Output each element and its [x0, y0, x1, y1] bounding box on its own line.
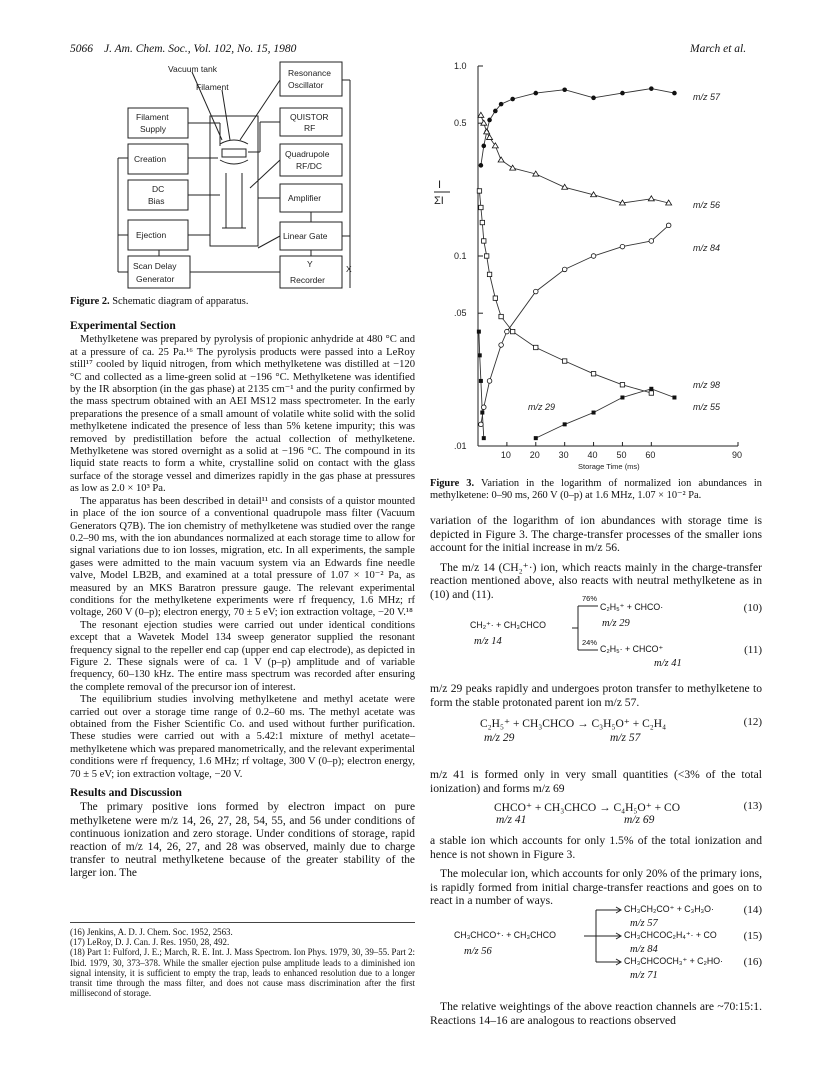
svg-text:Amplifier: Amplifier — [288, 193, 322, 203]
data-point — [499, 314, 503, 318]
references — [70, 922, 415, 998]
data-point — [493, 109, 498, 114]
svg-text:Linear Gate: Linear Gate — [283, 231, 328, 241]
svg-text:Scan Delay: Scan Delay — [133, 261, 177, 271]
figure3-caption: Figure 3. Variation in the logarithm of normalized ion abundances in methylketene: 0–90 ms, 260 V (0–p) at 1.6 MHz, 1.07 × 10⁻² Pa. — [430, 478, 763, 502]
data-point — [534, 345, 538, 349]
x-tick-label: 90 — [732, 450, 743, 460]
data-point — [534, 436, 538, 440]
curve-label: m/z 98 — [693, 380, 721, 390]
vacuum-tank-label: Vacuum tank — [168, 64, 217, 74]
right-text-2 — [430, 682, 762, 715]
data-point — [591, 96, 596, 101]
right-para-4: m/z 41 is formed only in very small quantities (<3% of the total ionization) and forms m/z 69 — [430, 768, 762, 795]
curve-label: m/z 84 — [693, 243, 721, 253]
reaction-13: CHCO⁺ + CH₃CHCO → C₄H₅O⁺ + CO m/z 41 m/z 69 (13) — [494, 800, 762, 826]
journal-citation: J. Am. Chem. Soc., Vol. 102, No. 15, 1980 — [104, 43, 297, 55]
data-point — [479, 422, 484, 427]
data-point — [649, 239, 654, 244]
y-tick-label: 1.0 — [454, 61, 467, 71]
data-point — [480, 220, 484, 224]
data-point — [648, 196, 654, 201]
right-text-3 — [430, 768, 762, 801]
series-curve — [536, 389, 675, 438]
svg-text:Bias: Bias — [148, 196, 165, 206]
data-point — [620, 91, 625, 96]
data-point — [620, 244, 625, 249]
data-point — [478, 353, 482, 357]
data-point — [481, 144, 486, 149]
svg-text:Quadrupole: Quadrupole — [285, 149, 330, 159]
y-tick-label: 0.5 — [454, 118, 467, 129]
right-para-1: variation of the logarithm of ion abundances with storage time is depicted in Figure 3. The charge-transfer processes of the smaller ions account for the initial increase in m/z 56. — [430, 514, 762, 555]
data-point — [649, 387, 653, 391]
data-point — [591, 372, 595, 376]
data-point — [620, 383, 624, 387]
data-point — [510, 165, 516, 170]
reference-16: (16) Jenkins, A. D. J. Chem. Soc. 1952, 2563. — [70, 927, 233, 937]
y-axis-label-num: I — [438, 179, 442, 191]
svg-text:DC: DC — [152, 184, 165, 194]
y-tick-label: .05 — [454, 308, 467, 319]
y-tick-label: .01 — [454, 441, 467, 451]
data-point — [479, 163, 484, 168]
right-para-6: The molecular ion, which accounts for only 20% of the primary ions, is rapidly formed from initial charge-transfer reactions and goes on to react in a number of ways. — [430, 867, 762, 908]
data-point — [481, 120, 487, 125]
reaction-12: C₂H₅⁺ + CH₃CHCO → C₃H₅O⁺ + C₂H₄ m/z 29 m/z 57 (12) — [480, 716, 762, 744]
data-point — [487, 118, 492, 123]
data-point — [477, 330, 481, 334]
right-para-5: a stable ion which accounts for only 1.5% of the total ionization and hence is not shown in Figure 3. — [430, 834, 762, 861]
svg-text:Generator: Generator — [136, 274, 175, 284]
reference-17: (17) LeRoy, D. J. Can. J. Res. 1950, 28, 492. — [70, 937, 230, 948]
data-point — [505, 329, 510, 334]
data-point — [649, 391, 653, 395]
data-point — [487, 272, 491, 276]
series-curve — [481, 225, 669, 424]
right-para-2: The m/z 14 (CH₂⁺·) ion, which reacts mainly in the charge-transfer reaction mentioned above, also reacts with neutral methylketene as in (10) and (11). — [430, 560, 762, 601]
figure2-diagram — [110, 58, 360, 293]
data-point — [562, 267, 567, 272]
data-point — [477, 189, 481, 193]
data-point — [482, 239, 486, 243]
data-point — [480, 411, 484, 415]
svg-text:Resonance: Resonance — [288, 68, 332, 78]
curve-label: m/z 55 — [693, 402, 721, 412]
x-tick-label: 10 — [500, 450, 511, 460]
data-point — [482, 436, 486, 440]
data-point — [620, 395, 624, 399]
data-point — [481, 405, 486, 410]
x-tick-label: 40 — [587, 450, 598, 460]
x-axis-label: Storage Time (ms) — [578, 462, 640, 471]
data-point — [479, 379, 483, 383]
reference-18: (18) Part 1: Fulford, J. E.; March, R. E. Int. J. Mass Spectrom. Ion Phys. 1979, 30, 39–55. Part 2: Ibid. 1979, 30, 373–378. While the smaller ejection pulse amplitude leads to a diminished ion signal intensity, it is sufficient to empty the trap, leads to enhanced resolution due to a longer transit time through the mass filter, and does not cause mass discrimination after the first millisecond of storage. — [70, 947, 415, 999]
series-curve — [481, 115, 669, 203]
svg-text:QUISTOR: QUISTOR — [290, 112, 329, 122]
right-para-7: The relative weightings of the above reaction channels are ~70:15:1. Reactions 14–16 are analogous to reactions observed — [430, 1000, 762, 1027]
data-point — [487, 135, 493, 140]
curve-label: m/z 56 — [693, 200, 721, 210]
svg-text:RF: RF — [304, 123, 316, 133]
data-point — [666, 223, 671, 228]
data-point — [478, 112, 484, 117]
data-point — [563, 422, 567, 426]
x-tick-label: 20 — [529, 450, 540, 460]
data-point — [479, 205, 483, 209]
data-point — [510, 329, 514, 333]
data-point — [672, 395, 676, 399]
data-point — [649, 86, 654, 91]
filament-top-label: Filament — [196, 82, 229, 92]
authors: March et al. — [690, 43, 747, 55]
data-point — [510, 97, 515, 102]
data-point — [533, 91, 538, 96]
vacuum-tank — [210, 116, 258, 246]
page-number: 5066 — [70, 43, 93, 55]
right-text-5 — [430, 1000, 762, 1033]
left-column — [70, 314, 415, 881]
right-para-3: m/z 29 peaks rapidly and undergoes proton transfer to methylketene to form the stable protonated parent ion m/z 57. — [430, 682, 762, 709]
data-point — [562, 87, 567, 92]
data-point — [591, 254, 596, 259]
x-tick-label: 50 — [616, 450, 627, 460]
data-point — [562, 359, 566, 363]
experimental-para-2: The apparatus has been described in detail¹¹ and consists of a quistor mounted in place of the ion source of a conventional quadrupole mass filter (Vacuum Generators Q7B). The ion chemistry of methylketene was studied over the range 0.2–90 ms, with the ion abundances normalized at each storage time to allow for signal variations due to ion losses, migration, etc. In all experiments, the sample gases were admitted to the main vacuum system via an Edwards fine needle valve, Model LB2B, and examined at a total pressure of 1.07 × 10⁻² Pa, as measured by an MKS Baratron pressure gauge. The relevant experimental conditions for the methylketene experiments were rf frequency, 1.6 MHz; rf voltage, 260 V (0–p); electron energy, 70 ± 5 eV; ion extraction voltage, −20 V.¹⁸ — [70, 495, 415, 619]
data-point — [672, 91, 677, 96]
reaction-14-16: CH₃CHCO⁺· + CH₃CHCO m/z 56 CH₃CH₂CO⁺ + C₃H₃O· m/z 57 (14) CH₃CHCOC₂H₄⁺· + CO m/z 84 (15) CH₃CHCOCH₃⁺ + C₂HO· m/z 71 (16) — [454, 904, 762, 981]
data-point — [498, 157, 504, 162]
y-tick-label: 0.1 — [454, 251, 467, 261]
series-curve — [481, 89, 675, 166]
data-point — [499, 343, 504, 348]
svg-text:Recorder: Recorder — [290, 275, 325, 285]
svg-text:Ejection: Ejection — [136, 230, 167, 240]
svg-text:Y: Y — [307, 259, 313, 269]
experimental-heading: Experimental Section — [70, 320, 176, 332]
x-tick-label: 60 — [645, 450, 656, 460]
data-point — [484, 254, 488, 258]
data-point — [493, 296, 497, 300]
svg-text:X: X — [346, 264, 352, 274]
figure2-caption: Figure 2. Schematic diagram of apparatus. — [70, 296, 249, 307]
x-tick-label: 30 — [558, 450, 569, 460]
svg-text:Oscillator: Oscillator — [288, 80, 324, 90]
svg-text:Supply: Supply — [140, 124, 166, 134]
svg-text:Filament: Filament — [136, 112, 169, 122]
svg-text:Creation: Creation — [134, 154, 167, 164]
experimental-para-4: The equilibrium studies involving methylketene and methyl acetate were carried out over a storage time range of 0.2–60 ms. The methyl acetate was obtained from the Fisher Scientific Co. and used without further purification. These studies were carried out with a 5.42:1 mixture of methyl acetate–methylketene which was prepared manometrically, and the relevant experimental conditions were rf frequency, 1.6 MHz; rf voltage, 300 V (0–p); electron energy, 70 ± 5 eV; ion extraction voltage, −20 V. — [70, 694, 415, 780]
curve-label: m/z 29 — [528, 402, 556, 412]
figure3-chart — [428, 58, 758, 473]
results-heading: Results and Discussion — [70, 787, 182, 800]
data-point — [499, 102, 504, 107]
reaction-10-11: CH₂⁺· + CH₃CHCO m/z 14 76% C₂H₅⁺ + CHCO· m/z 29 (10) 24% C₂H₅· + CHCO⁺ m/z 41 (11) — [470, 594, 762, 669]
experimental-para-1: Methylketene was prepared by pyrolysis of propionic anhydride at 480 °C and at a pressure of ca. 25 Pa.¹⁶ The pyrolysis products were passed into a LeRoy still¹⁷ cooled by liquid nitrogen, from which methylketene was distilled at −120 °C and collected as a lime-green solid at −196 °C. Methylketene was identified by the IR absorption (in the gas phase) at 2135 cm⁻¹ and the purity confirmed by the mass spectrum obtained with an AEI MS12 mass spectrometer. In the early preparations the presence of a small amount of volatile white solid with the solid methylketene indicated the presence of less than 5% ketene impurity; this was removed by predistillation before the actual collection of methylketene. Methylketene was stored overnight as a solid at −196 °C. The compound in its liquid state reacts to form a white, crystalline solid on contact with the glass surface of the storage vessel and dimerizes rapidly in the gas phase at pressures as low as 2.0 × 10³ Pa. — [70, 334, 415, 495]
results-para: The primary positive ions formed by electron impact on pure methylketene were m/z 14, 26, 27, 28, 54, 55, and 56 under conditions of continuous ionization and zero storage. Under conditions of storage, rapid reaction of m/z 14, 26, 27, and 28 was observed, mainly due to charge transfer to neutral methylketene because of the greater stability of the larger ion. The — [70, 801, 415, 880]
data-point — [487, 379, 492, 384]
data-point — [533, 289, 538, 294]
experimental-para-3: The resonant ejection studies were carried out under identical conditions except that a Wavetek Model 134 sweep generator supplied the resonant frequency signal to the repeller end cap (upper end cap electrode), as depicted in Figure 2. These signals were of ca. 1 V (p–p) amplitude and of variable frequency, 60–130 kHz. The entire mass spectrum was recorded after ensuring the complete removal of the precursor ion of interest. — [70, 619, 415, 693]
svg-text:RF/DC: RF/DC — [296, 161, 322, 171]
y-axis-label-den: ΣI — [434, 195, 444, 207]
data-point — [592, 411, 596, 415]
curve-label: m/z 57 — [693, 92, 721, 102]
